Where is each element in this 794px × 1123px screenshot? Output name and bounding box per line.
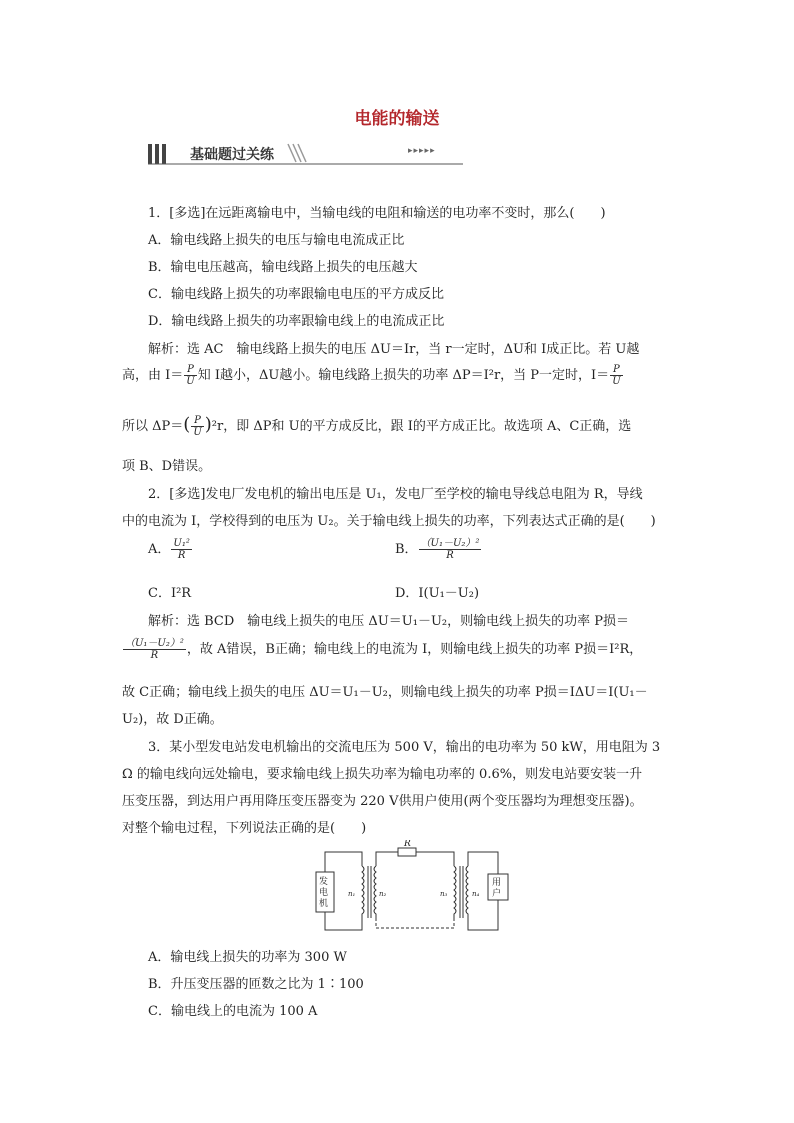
q1-option-a: A．输电线路上损失的电压与输电电流成正比 bbox=[148, 233, 405, 248]
resistor-label: R bbox=[404, 840, 411, 849]
q1-solution-line3: 所以 ΔP＝( $\frac{P}{U}$ )²r，即 ΔP和 U的平方成反比，跟 I的平方成正比。故选项 A、C正确，选 bbox=[122, 414, 632, 438]
section-label: 基础题过关练 bbox=[190, 147, 274, 163]
q2-option-c: C．I²R bbox=[148, 586, 192, 601]
q2-solution-line1: 解析：选 BCD 输电线上损失的电压 ΔU＝U₁－U₂，则输电线上损失的功率 P损＝ bbox=[148, 614, 629, 629]
svg-text:n₄: n₄ bbox=[472, 890, 480, 898]
fraction: $\frac{\text{（U₁－U₂）²}}{R}$ bbox=[420, 538, 480, 561]
q3-stem-line4: 对整个输电过程，下列说法正确的是( ) bbox=[122, 821, 367, 836]
transformer-circuit-diagram bbox=[310, 840, 525, 935]
q2-solution-line3: 故 C正确；输电线上损失的电压 ΔU＝U₁－U₂，则输电线上损失的功率 P损＝IΔU＝I(U₁－ bbox=[122, 685, 648, 700]
fraction: $\frac{P}{U}$ bbox=[193, 415, 202, 438]
q2-option-d: D．I(U₁－U₂) bbox=[395, 586, 480, 601]
q3-stem-line3: 压变压器，到达用户再用降压变压器变为 220 V供用户使用(两个变压器均为理想变压器)。 bbox=[122, 794, 643, 809]
q2-stem-line2: 中的电流为 I，学校得到的电压为 U₂。关于输电线上损失的功率，下列表达式正确的是( ) bbox=[122, 514, 656, 529]
q1-stem: 1．[多选]在远距离输电中，当输电线的电阻和输送的电功率不变时，那么( ) bbox=[148, 206, 606, 221]
generator-label-1: 发 bbox=[319, 877, 329, 887]
page-title: 电能的输送 bbox=[354, 109, 440, 129]
svg-text:n₁: n₁ bbox=[348, 890, 356, 898]
svg-text:n₃: n₃ bbox=[440, 890, 448, 898]
q1-solution-line2: 高，由 I＝ $\frac{P}{U}$ 知 I越小，ΔU越小。输电线路上损失的功率 ΔP＝I²r，当 P一定时，I＝ $\frac{P}{U}$ bbox=[122, 364, 621, 387]
q3-option-b: B．升压变压器的匝数之比为 1∶100 bbox=[148, 977, 364, 992]
q2-solution-line2: $\frac{\text{（U₁－U₂）²}}{R}$ ，故 A错误，B正确；输电线上的电流为 I，则输电线上损失的功率 P损＝I²R， bbox=[125, 638, 643, 661]
svg-text:机: 机 bbox=[319, 899, 329, 909]
q1-option-d: D．输电线路上损失的功率跟输电线上的电流成正比 bbox=[148, 314, 445, 329]
q2-option-a: A． $\frac{\text{U₁²}}{R}$ bbox=[148, 538, 190, 561]
q2-option-b: B． $\frac{\text{（U₁－U₂）²}}{R}$ bbox=[395, 538, 480, 561]
q1-option-b: B．输电电压越高，输电线路上损失的电压越大 bbox=[148, 260, 418, 275]
fraction: $\frac{P}{U}$ bbox=[612, 364, 621, 387]
q3-option-c: C．输电线上的电流为 100 A bbox=[148, 1004, 318, 1019]
arrows-icon: ▸▸▸▸▸ bbox=[408, 146, 436, 156]
fraction: $\frac{\text{（U₁－U₂）²}}{R}$ bbox=[125, 638, 184, 661]
fraction: $\frac{\text{U₁²}}{R}$ bbox=[173, 538, 190, 561]
q2-stem-line1: 2．[多选]发电厂发电机的输出电压是 U₁，发电厂至学校的输电导线总电阻为 R，导线 bbox=[148, 487, 643, 502]
q2-solution-line4: U₂)，故 D正确。 bbox=[122, 712, 223, 727]
svg-text:电: 电 bbox=[319, 888, 329, 898]
user-label-1: 用 bbox=[492, 878, 502, 888]
svg-text:n₂: n₂ bbox=[379, 890, 387, 898]
q3-stem-line2: Ω 的输电线向远处输电，要求输电线上损失功率为输电功率的 0.6%，则发电站要安装一升 bbox=[122, 767, 643, 782]
q1-solution-line4: 项 B、D错误。 bbox=[122, 459, 212, 474]
q3-option-a: A．输电线上损失的功率为 300 W bbox=[148, 950, 347, 965]
q1-option-c: C．输电线路上损失的功率跟输电电压的平方成反比 bbox=[148, 287, 444, 302]
q1-solution-line1: 解析：选 AC 输电线路上损失的电压 ΔU＝Ir，当 r一定时，ΔU和 I成正比。若 U越 bbox=[148, 342, 640, 357]
q3-stem-line1: 3．某小型发电站发电机输出的交流电压为 500 V，输出的电功率为 50 kW，用电阻为 3 bbox=[148, 740, 661, 755]
svg-text:户: 户 bbox=[492, 889, 502, 899]
fraction: $\frac{P}{U}$ bbox=[186, 364, 195, 387]
